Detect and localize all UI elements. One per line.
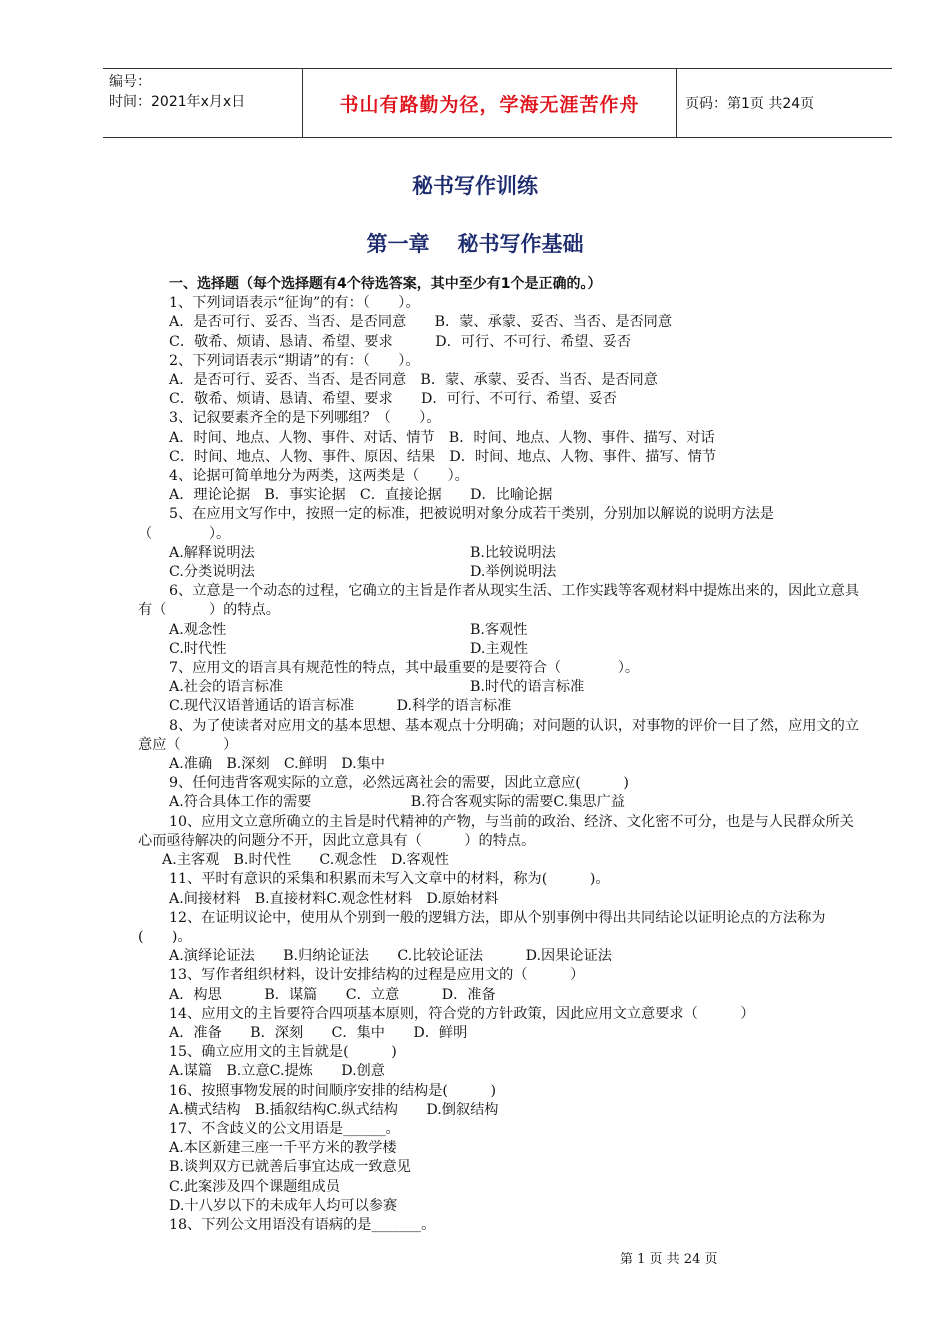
question-16: 16、按照事物发展的时间顺序安排的结构是( ) bbox=[169, 1082, 497, 1099]
question-5-options-ab bbox=[138, 544, 862, 563]
question-18: 18、下列公文用语没有语病的是_______。 bbox=[169, 1216, 436, 1233]
header-page-label: 页码：第1页 共24页 bbox=[685, 96, 815, 112]
question-6-option-b: B.客观性 bbox=[470, 621, 528, 638]
question-2: 2、下列词语表示“期请”的有：（ ）。 bbox=[169, 352, 420, 369]
question-17-option-d: D.十八岁以下的未成年人均可以参赛 bbox=[169, 1197, 398, 1214]
question-7-options-ab bbox=[138, 678, 862, 697]
question-10: 10、应用文立意所确立的主旨是时代精神的产物，与当前的政治、经济、文化密不可分，也是与人民群众所关心而亟待解决的问题分不开，因此立意具有（ ）的特点。 bbox=[138, 813, 854, 849]
header-meta bbox=[103, 69, 303, 137]
question-6: 6、立意是一个动态的过程，它确立的主旨是作者从现实生活、工作实践等客观材料中提炼出来的，因此立意具有（ ）的特点。 bbox=[138, 583, 860, 619]
question-9-options: A.符合具体工作的需要 B.符合客观实际的需要C.集思广益 bbox=[169, 794, 625, 811]
question-6-option-c: C.时代性 bbox=[169, 640, 227, 657]
question-4-options: A．理论论据 B．事实论据 C．直接论据 D．比喻论据 bbox=[169, 487, 553, 504]
question-5-option-b: B.比较说明法 bbox=[470, 544, 556, 561]
question-11-options: A.间接材料 B.直接材料C.观念性材料 D.原始材料 bbox=[169, 890, 499, 907]
question-14-options: A．准备 B．深刻 C．集中 D．鲜明 bbox=[169, 1024, 468, 1041]
question-17-option-b: B.谈判双方已就善后事宜达成一致意见 bbox=[169, 1159, 411, 1176]
question-3: 3、记叙要素齐全的是下列哪组？（ ）。 bbox=[169, 410, 441, 427]
question-12-options: A.演绎论证法 B.归纳论证法 C.比较论证法 D.因果论证法 bbox=[169, 948, 612, 965]
question-12: 12、在证明议论中，使用从个别到一般的逻辑方法，即从个别事例中得出共同结论以证明论点的方法称为( )。 bbox=[138, 909, 826, 945]
question-9: 9、任何违背客观实际的立意，必然远离社会的需要，因此立意应( ) bbox=[169, 775, 629, 792]
question-2-options-cd: C．敬希、烦请、恳请、希望、要求 D．可行、不可行、希望、妥否 bbox=[169, 391, 617, 408]
question-7-option-b: B.时代的语言标准 bbox=[470, 679, 585, 696]
question-5-options-cd bbox=[138, 563, 862, 582]
chapter-heading bbox=[0, 228, 950, 258]
document-title: 秘书写作训练 bbox=[412, 174, 538, 198]
question-17: 17、不含歧义的公文用语是______。 bbox=[169, 1120, 400, 1137]
question-14: 14、应用文的主旨要符合四项基本原则，符合党的方针政策，因此应用文立意要求（ ） bbox=[169, 1005, 755, 1022]
question-list bbox=[138, 275, 862, 1235]
question-6-options-ab bbox=[138, 621, 862, 640]
question-11: 11、平时有意识的采集和积累而未写入文章中的材料，称为( )。 bbox=[169, 871, 610, 888]
chapter-title: 秘书写作基础 bbox=[457, 232, 584, 256]
question-17-option-c: C.此案涉及四个课题组成员 bbox=[169, 1178, 340, 1195]
question-5-option-d: D.举例说明法 bbox=[470, 564, 557, 581]
question-5-option-a: A.解释说明法 bbox=[169, 544, 255, 561]
question-15-options: A.谋篇 B.立意C.提炼 D.创意 bbox=[169, 1063, 385, 1080]
question-15: 15、确立应用文的主旨就是( ) bbox=[169, 1044, 397, 1061]
question-4: 4、论据可简单地分为两类，这两类是（ ）。 bbox=[169, 468, 469, 485]
question-5-option-c: C.分类说明法 bbox=[169, 564, 255, 581]
question-13: 13、写作者组织材料，设计安排结构的过程是应用文的（ ） bbox=[169, 967, 585, 984]
question-7: 7、应用文的语言具有规范性的特点，其中最重要的是要符合（ ）。 bbox=[169, 660, 640, 677]
question-7-option-a: A.社会的语言标准 bbox=[169, 679, 284, 696]
question-1: 1、下列词语表示“征询”的有：（ ）。 bbox=[169, 295, 420, 312]
page-header bbox=[103, 68, 892, 138]
question-3-options-cd: C．时间、地点、人物、事件、原因、结果 D．时间、地点、人物、事件、描写、情节 bbox=[169, 448, 717, 465]
question-6-option-d: D.主观性 bbox=[470, 640, 528, 657]
page-footer: 第 1 页 共 24 页 bbox=[620, 1252, 718, 1267]
question-8: 8、为了使读者对应用文的基本思想、基本观点十分明确；对问题的认识，对事物的评价一目了然，应用文的立意应（ ） bbox=[138, 717, 860, 753]
question-1-options-cd: C．敬希、烦请、恳请、希望、要求 D．可行、不可行、希望、妥否 bbox=[169, 333, 632, 350]
question-1-options-ab: A．是否可行、妥否、当否、是否同意 B．蒙、承蒙、妥否、当否、是否同意 bbox=[169, 314, 673, 331]
question-13-options: A．构思 B．谋篇 C．立意 D．准备 bbox=[169, 986, 496, 1003]
question-5: 5、在应用文写作中，按照一定的标准，把被说明对象分成若干类别，分别加以解说的说明方法是（ ）。 bbox=[138, 506, 774, 542]
number-label: 编号： bbox=[109, 74, 151, 90]
question-2-options-ab: A．是否可行、妥否、当否、是否同意 B．蒙、承蒙、妥否、当否、是否同意 bbox=[169, 372, 658, 389]
header-motto: 书山有路勤为径，学海无涯苦作舟 bbox=[303, 69, 677, 137]
chapter-number: 第一章 bbox=[366, 232, 430, 256]
question-10-options: A.主客观 B.时代性 C.观念性 D.客观性 bbox=[162, 852, 449, 869]
question-7-options-cd: C.现代汉语普通话的语言标准 D.科学的语言标准 bbox=[169, 698, 512, 715]
question-6-options-cd bbox=[138, 640, 862, 659]
question-17-option-a: A.本区新建三座一千平方米的教学楼 bbox=[169, 1140, 397, 1157]
question-3-options-ab: A．时间、地点、人物、事件、对话、情节 B．时间、地点、人物、事件、描写、对话 bbox=[169, 429, 715, 446]
question-8-options: A.准确 B.深刻 C.鲜明 D.集中 bbox=[169, 756, 385, 773]
question-6-option-a: A.观念性 bbox=[169, 621, 227, 638]
section-heading: 一、选择题（每个选择题有4个待选答案，其中至少有1个是正确的。） bbox=[169, 276, 602, 292]
time-label: 时间：2021年x月x日 bbox=[109, 94, 246, 110]
question-16-options: A.横式结构 B.插叙结构C.纵式结构 D.倒叙结构 bbox=[169, 1101, 499, 1118]
